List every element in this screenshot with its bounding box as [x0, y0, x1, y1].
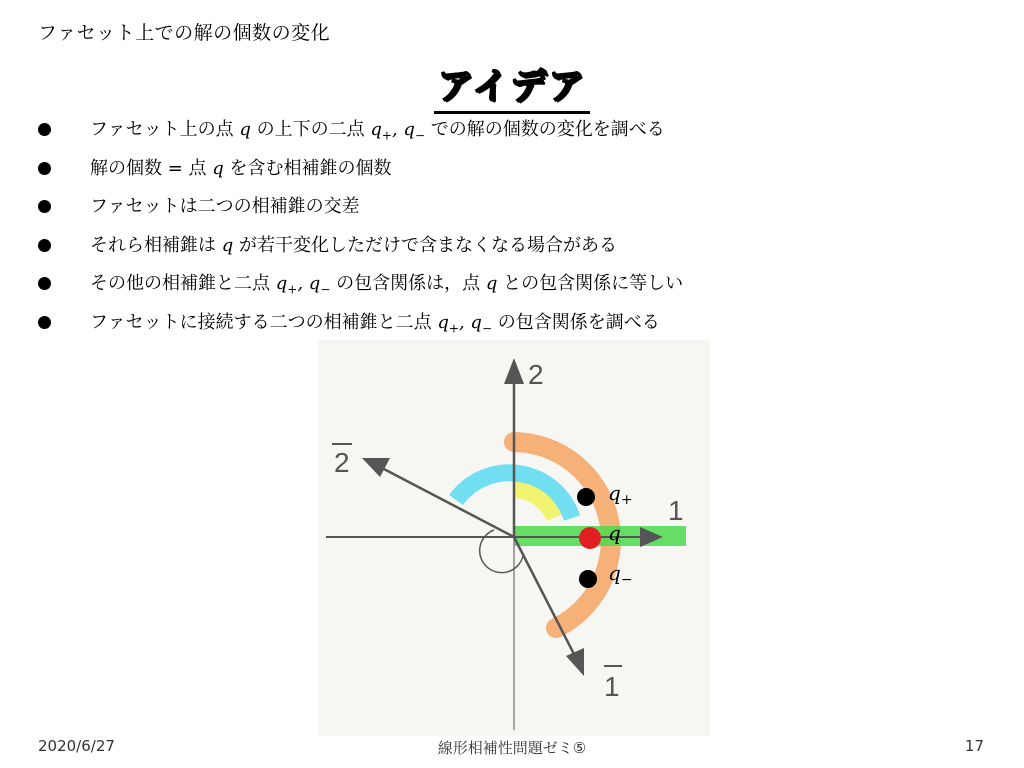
- axis-label-right: 1: [668, 495, 684, 526]
- axis-label-upper-left: 2: [334, 447, 350, 478]
- bullet-list: [38, 114, 998, 345]
- label-q-plus: $q_+$: [608, 481, 633, 508]
- bullet-item: その他の相補錐と二点 $q_+$, $q_-$ の包含関係は，点 q との包含関係に等しい: [38, 268, 998, 307]
- point-q: [579, 527, 601, 549]
- footer-title: 線形相補性問題ゼミ⑤: [437, 739, 587, 757]
- section-title: ファセット上での解の個数の変化: [38, 22, 331, 44]
- bullet-item: それら相補錐は q が若干変化しただけで含まなくなる場合がある: [38, 230, 998, 269]
- bullet-item: ファセット上の点 q の上下の二点 $q_+$, $q_-$ での解の個数の変化を調べる: [38, 114, 998, 153]
- bullet-dot-icon: [38, 123, 51, 136]
- bullet-item: 解の個数 = 点 q を含む相補錐の個数: [38, 153, 998, 192]
- bullet-dot-icon: [38, 162, 51, 175]
- point-q-minus: [579, 570, 597, 588]
- cone-diagram: [318, 340, 710, 736]
- slide-title: アイデア: [0, 58, 1024, 114]
- point-q-plus: [577, 488, 595, 506]
- bullet-item: ファセットに接続する二つの相補錐と二点 $q_+$, $q_-$ の包含関係を調べる: [38, 307, 998, 346]
- bullet-dot-icon: [38, 239, 51, 252]
- bullet-dot-icon: [38, 316, 51, 329]
- label-q-minus: $q_-$: [608, 561, 633, 588]
- footer-date: 2020/6/27: [38, 737, 115, 755]
- bullet-dot-icon: [38, 277, 51, 290]
- axis-label-down: 1: [604, 671, 620, 702]
- bullet-dot-icon: [38, 200, 51, 213]
- page-number: 17: [964, 737, 984, 755]
- bullet-item: ファセットは二つの相補錐の交差: [38, 191, 998, 230]
- label-q: q: [608, 521, 621, 545]
- axis-label-up: 2: [528, 359, 544, 390]
